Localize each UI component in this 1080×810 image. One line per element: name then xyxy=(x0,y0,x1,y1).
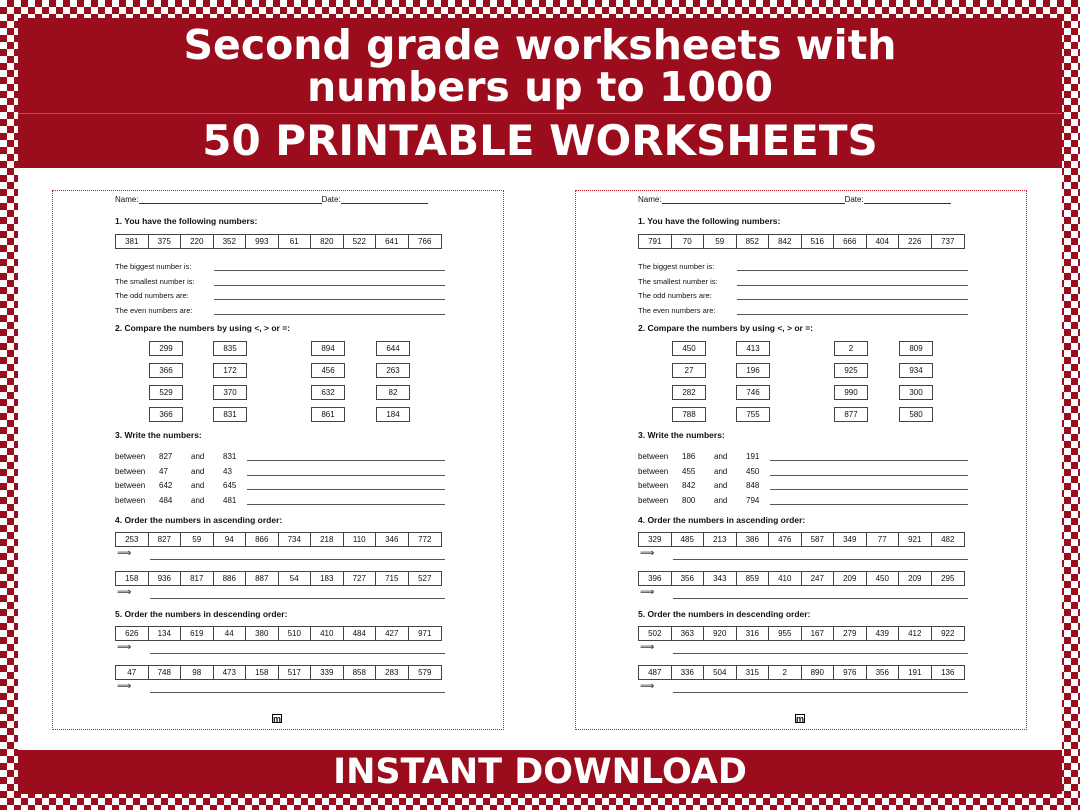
number-cell: 386 xyxy=(737,533,770,546)
number-cell: 485 xyxy=(672,533,705,546)
number-cell: 641 xyxy=(376,235,409,248)
compare-number: 2 xyxy=(834,341,868,356)
number-cell: 734 xyxy=(279,533,312,546)
answer-field[interactable] xyxy=(247,489,445,490)
between-label: between xyxy=(638,481,669,490)
arrow-answer-line xyxy=(115,588,445,600)
answer-field[interactable] xyxy=(150,653,445,654)
double-arrow-icon: ⟹ xyxy=(117,548,132,559)
number-cell: 859 xyxy=(737,572,770,585)
number-cell: 363 xyxy=(672,627,705,640)
number-cell: 356 xyxy=(672,572,705,585)
number-cell: 349 xyxy=(834,533,867,546)
number-cell: 61 xyxy=(279,235,312,248)
number-row xyxy=(115,665,442,680)
worksheet-left xyxy=(52,190,504,730)
date-label: Date: xyxy=(844,195,864,204)
number-cell: 619 xyxy=(181,627,214,640)
number-cell: 791 xyxy=(639,235,672,248)
answer-field[interactable] xyxy=(673,598,968,599)
between-number-1: 642 xyxy=(159,481,173,490)
number-cell: 510 xyxy=(279,627,312,640)
between-label: between xyxy=(115,481,146,490)
between-number-1: 484 xyxy=(159,495,173,505)
number-cell: 329 xyxy=(639,533,672,546)
number-cell: 158 xyxy=(246,666,279,679)
number-cell: 886 xyxy=(214,572,247,585)
number-row xyxy=(115,234,442,249)
and-label: and xyxy=(191,481,205,490)
subtitle-banner: 50 PRINTABLE WORKSHEETS xyxy=(18,114,1062,168)
number-cell: 134 xyxy=(149,627,182,640)
number-cell: 356 xyxy=(867,666,900,679)
number-cell: 473 xyxy=(214,666,247,679)
number-cell: 295 xyxy=(941,573,955,583)
number-cell: 858 xyxy=(344,666,377,679)
number-cell: 226 xyxy=(899,235,932,248)
answer-line xyxy=(115,289,445,301)
between-number-2: 450 xyxy=(746,466,760,476)
title-line-2: numbers up to 1000 xyxy=(306,63,774,111)
number-cell: 44 xyxy=(214,627,247,640)
between-number-1: 47 xyxy=(159,466,168,476)
number-cell: 316 xyxy=(737,627,770,640)
compare-number: 877 xyxy=(834,407,868,422)
compare-number: 456 xyxy=(311,363,345,378)
answer-field[interactable] xyxy=(214,299,445,300)
number-cell: 920 xyxy=(704,627,737,640)
number-cell: 191 xyxy=(899,666,932,679)
compare-number: 580 xyxy=(899,407,933,422)
name-field[interactable] xyxy=(139,196,322,204)
number-cell: 487 xyxy=(639,666,672,679)
worksheet-right xyxy=(575,190,1027,730)
double-arrow-icon: ⟹ xyxy=(640,548,655,559)
answer-field[interactable] xyxy=(770,504,968,505)
between-number-2: 481 xyxy=(223,495,237,505)
number-cell: 209 xyxy=(834,572,867,585)
number-row xyxy=(115,532,442,547)
between-number-1: 842 xyxy=(682,481,696,490)
compare-number: 450 xyxy=(672,341,706,356)
number-cell: 110 xyxy=(344,533,377,546)
answer-field[interactable] xyxy=(150,692,445,693)
arrow-answer-line xyxy=(638,549,968,561)
number-cell: 842 xyxy=(769,235,802,248)
answer-line xyxy=(638,289,968,301)
number-cell: 527 xyxy=(418,573,432,583)
number-cell: 626 xyxy=(116,627,149,640)
number-cell: 517 xyxy=(279,666,312,679)
name-date-line xyxy=(115,195,445,204)
number-cell: 77 xyxy=(867,533,900,546)
compare-number: 644 xyxy=(376,341,410,356)
date-field[interactable] xyxy=(341,196,428,204)
smallest-label: The smallest number is: xyxy=(115,276,195,286)
answer-field[interactable] xyxy=(673,559,968,560)
compare-number: 894 xyxy=(311,341,345,356)
number-cell: 737 xyxy=(941,237,955,246)
number-cell: 412 xyxy=(899,627,932,640)
number-cell: 283 xyxy=(376,666,409,679)
arrow-answer-line xyxy=(638,682,968,694)
and-label: and xyxy=(191,466,205,476)
number-cell: 70 xyxy=(672,235,705,248)
answer-line xyxy=(115,275,445,287)
compare-number: 366 xyxy=(149,363,183,378)
double-arrow-icon: ⟹ xyxy=(117,642,132,653)
between-row xyxy=(115,479,445,491)
compare-number: 990 xyxy=(834,385,868,400)
between-label: between xyxy=(638,495,669,505)
arrow-answer-line xyxy=(115,643,445,655)
number-cell: 167 xyxy=(802,627,835,640)
between-number-1: 827 xyxy=(159,452,173,461)
between-row xyxy=(115,450,445,462)
compare-number: 366 xyxy=(149,407,183,422)
question-heading: 4. Order the numbers in ascending order: xyxy=(638,515,806,525)
answer-field[interactable] xyxy=(214,314,445,315)
number-cell: 404 xyxy=(867,235,900,248)
title-line-1: Second grade worksheets with xyxy=(183,21,897,69)
number-cell: 482 xyxy=(941,535,955,544)
number-cell: 279 xyxy=(834,627,867,640)
compare-number: 282 xyxy=(672,385,706,400)
between-row xyxy=(638,465,968,477)
biggest-label: The biggest number is: xyxy=(638,262,715,271)
question-heading: 3. Write the numbers: xyxy=(638,430,725,440)
number-cell: 866 xyxy=(246,533,279,546)
compare-number: 263 xyxy=(376,363,410,378)
compare-number: 632 xyxy=(311,385,345,400)
double-arrow-icon: ⟹ xyxy=(640,642,655,653)
compare-number: 82 xyxy=(376,385,410,400)
and-label: and xyxy=(191,452,205,461)
number-cell: 2 xyxy=(769,666,802,679)
answer-line xyxy=(115,304,445,316)
number-cell: 971 xyxy=(418,629,432,638)
number-cell: 339 xyxy=(311,666,344,679)
arrow-answer-line xyxy=(638,643,968,655)
number-cell: 890 xyxy=(802,666,835,679)
number-cell: 54 xyxy=(279,572,312,585)
compare-number: 172 xyxy=(213,363,247,378)
number-cell: 522 xyxy=(344,235,377,248)
between-number-1: 186 xyxy=(682,452,696,461)
number-cell: 922 xyxy=(941,629,955,638)
answer-field[interactable] xyxy=(737,270,968,271)
odd-label: The odd numbers are: xyxy=(115,291,189,300)
between-label: between xyxy=(638,452,669,461)
and-label: and xyxy=(191,495,205,505)
number-cell: 247 xyxy=(802,572,835,585)
number-cell: 827 xyxy=(149,533,182,546)
number-cell: 336 xyxy=(672,666,705,679)
between-number-1: 800 xyxy=(682,495,696,505)
compare-number: 413 xyxy=(736,341,770,356)
arrow-answer-line xyxy=(115,549,445,561)
number-cell: 772 xyxy=(418,535,432,544)
compare-number: 300 xyxy=(899,385,933,400)
number-cell: 220 xyxy=(181,235,214,248)
number-cell: 715 xyxy=(376,572,409,585)
arrow-answer-line xyxy=(638,588,968,600)
number-cell: 427 xyxy=(376,627,409,640)
number-cell: 820 xyxy=(311,235,344,248)
number-cell: 352 xyxy=(214,235,247,248)
compare-number: 861 xyxy=(311,407,345,422)
number-cell: 213 xyxy=(704,533,737,546)
answer-field[interactable] xyxy=(770,460,968,461)
and-label: and xyxy=(714,495,728,505)
title-banner xyxy=(18,18,1062,114)
number-cell: 921 xyxy=(899,533,932,546)
compare-number: 370 xyxy=(213,385,247,400)
question-heading: 3. Write the numbers: xyxy=(115,430,202,440)
compare-number: 299 xyxy=(149,341,183,356)
compare-number: 529 xyxy=(149,385,183,400)
number-cell: 766 xyxy=(418,237,432,246)
number-cell: 209 xyxy=(899,572,932,585)
smallest-label: The smallest number is: xyxy=(638,276,718,286)
answer-field[interactable] xyxy=(770,489,968,490)
between-label: between xyxy=(115,495,146,505)
arrow-answer-line xyxy=(115,682,445,694)
between-number-2: 794 xyxy=(746,495,760,505)
question-heading: 5. Order the numbers in descending order: xyxy=(115,609,288,619)
number-row xyxy=(115,626,442,641)
number-cell: 410 xyxy=(311,627,344,640)
number-row xyxy=(638,571,965,586)
answer-field[interactable] xyxy=(737,314,968,315)
number-cell: 183 xyxy=(311,572,344,585)
number-cell: 727 xyxy=(344,572,377,585)
double-arrow-icon: ⟹ xyxy=(640,586,655,598)
compare-number: 196 xyxy=(736,363,770,378)
double-arrow-icon: ⟹ xyxy=(117,680,132,692)
number-cell: 579 xyxy=(418,667,432,677)
number-cell: 450 xyxy=(867,572,900,585)
between-row xyxy=(638,450,968,462)
number-cell: 410 xyxy=(769,572,802,585)
number-cell: 976 xyxy=(834,666,867,679)
number-cell: 484 xyxy=(344,627,377,640)
answer-line xyxy=(638,275,968,287)
question-heading: 1. You have the following numbers: xyxy=(115,216,258,226)
number-cell: 887 xyxy=(246,572,279,585)
answer-field[interactable] xyxy=(673,653,968,654)
odd-label: The odd numbers are: xyxy=(638,291,712,300)
answer-field[interactable] xyxy=(247,475,445,476)
double-arrow-icon: ⟹ xyxy=(640,680,655,692)
number-row xyxy=(638,234,965,249)
question-heading: 2. Compare the numbers by using <, > or =: xyxy=(638,323,814,333)
number-cell: 666 xyxy=(834,235,867,248)
answer-field[interactable] xyxy=(214,285,445,286)
name-label: Name: xyxy=(115,195,139,204)
number-cell: 59 xyxy=(704,235,737,248)
number-row xyxy=(638,626,965,641)
number-cell: 439 xyxy=(867,627,900,640)
number-cell: 955 xyxy=(769,627,802,640)
answer-field[interactable] xyxy=(673,692,968,693)
answer-field[interactable] xyxy=(247,504,445,505)
number-row xyxy=(115,571,442,586)
between-row xyxy=(638,479,968,491)
name-field[interactable] xyxy=(662,196,845,204)
number-cell: 315 xyxy=(737,666,770,679)
number-cell: 218 xyxy=(311,533,344,546)
answer-field[interactable] xyxy=(150,559,445,560)
and-label: and xyxy=(714,481,728,490)
compare-number: 184 xyxy=(376,407,410,422)
between-row xyxy=(115,465,445,477)
answer-field[interactable] xyxy=(737,299,968,300)
name-date-line xyxy=(638,195,968,204)
even-label: The even numbers are: xyxy=(115,305,193,315)
number-cell: 158 xyxy=(116,572,149,585)
number-cell: 380 xyxy=(246,627,279,640)
between-number-2: 848 xyxy=(746,481,760,490)
number-cell: 936 xyxy=(149,572,182,585)
number-cell: 47 xyxy=(116,666,149,679)
footer-banner: INSTANT DOWNLOAD xyxy=(18,750,1062,794)
between-number-2: 831 xyxy=(223,452,237,461)
number-cell: 375 xyxy=(149,235,182,248)
number-cell: 94 xyxy=(214,533,247,546)
between-number-1: 455 xyxy=(682,466,696,476)
number-cell: 98 xyxy=(181,666,214,679)
compare-number: 934 xyxy=(899,363,933,378)
even-label: The even numbers are: xyxy=(638,305,716,315)
number-cell: 516 xyxy=(802,235,835,248)
between-row xyxy=(115,494,445,506)
compare-number: 925 xyxy=(834,363,868,378)
between-label: between xyxy=(115,452,146,461)
compare-number: 788 xyxy=(672,407,706,422)
compare-number: 746 xyxy=(736,385,770,400)
between-number-2: 645 xyxy=(223,481,237,490)
compare-number: 809 xyxy=(899,341,933,356)
number-cell: 59 xyxy=(181,533,214,546)
number-row xyxy=(638,665,965,680)
and-label: and xyxy=(714,452,728,461)
number-cell: 748 xyxy=(149,666,182,679)
and-label: and xyxy=(714,466,728,476)
between-number-2: 43 xyxy=(223,466,232,476)
number-cell: 502 xyxy=(639,627,672,640)
logo-icon: m xyxy=(796,714,805,724)
question-heading: 5. Order the numbers in descending order: xyxy=(638,609,811,619)
number-cell: 993 xyxy=(246,235,279,248)
question-heading: 4. Order the numbers in ascending order: xyxy=(115,515,283,525)
number-cell: 136 xyxy=(941,667,955,677)
date-field[interactable] xyxy=(864,196,951,204)
number-cell: 346 xyxy=(376,533,409,546)
number-cell: 343 xyxy=(704,572,737,585)
number-cell: 504 xyxy=(704,666,737,679)
number-row xyxy=(638,532,965,547)
question-heading: 1. You have the following numbers: xyxy=(638,216,781,226)
answer-field[interactable] xyxy=(150,598,445,599)
question-heading: 2. Compare the numbers by using <, > or =: xyxy=(115,323,291,333)
double-arrow-icon: ⟹ xyxy=(117,586,132,598)
number-cell: 476 xyxy=(769,533,802,546)
compare-number: 835 xyxy=(213,341,247,356)
number-cell: 253 xyxy=(116,533,149,546)
logo-icon: m xyxy=(273,714,282,724)
number-cell: 852 xyxy=(737,235,770,248)
between-row xyxy=(638,494,968,506)
answer-field[interactable] xyxy=(770,475,968,476)
compare-number: 755 xyxy=(736,407,770,422)
answer-field[interactable] xyxy=(737,285,968,286)
between-label: between xyxy=(115,466,146,476)
biggest-label: The biggest number is: xyxy=(115,262,192,271)
answer-field[interactable] xyxy=(247,460,445,461)
answer-field[interactable] xyxy=(214,270,445,271)
date-label: Date: xyxy=(321,195,341,204)
number-cell: 587 xyxy=(802,533,835,546)
number-cell: 396 xyxy=(639,572,672,585)
answer-line xyxy=(638,304,968,316)
answer-line xyxy=(115,260,445,272)
answer-line xyxy=(638,260,968,272)
number-cell: 817 xyxy=(181,572,214,585)
compare-number: 27 xyxy=(672,363,706,378)
between-label: between xyxy=(638,466,669,476)
between-number-2: 191 xyxy=(746,452,760,461)
name-label: Name: xyxy=(638,195,662,204)
number-cell: 381 xyxy=(116,235,149,248)
compare-number: 831 xyxy=(213,407,247,422)
